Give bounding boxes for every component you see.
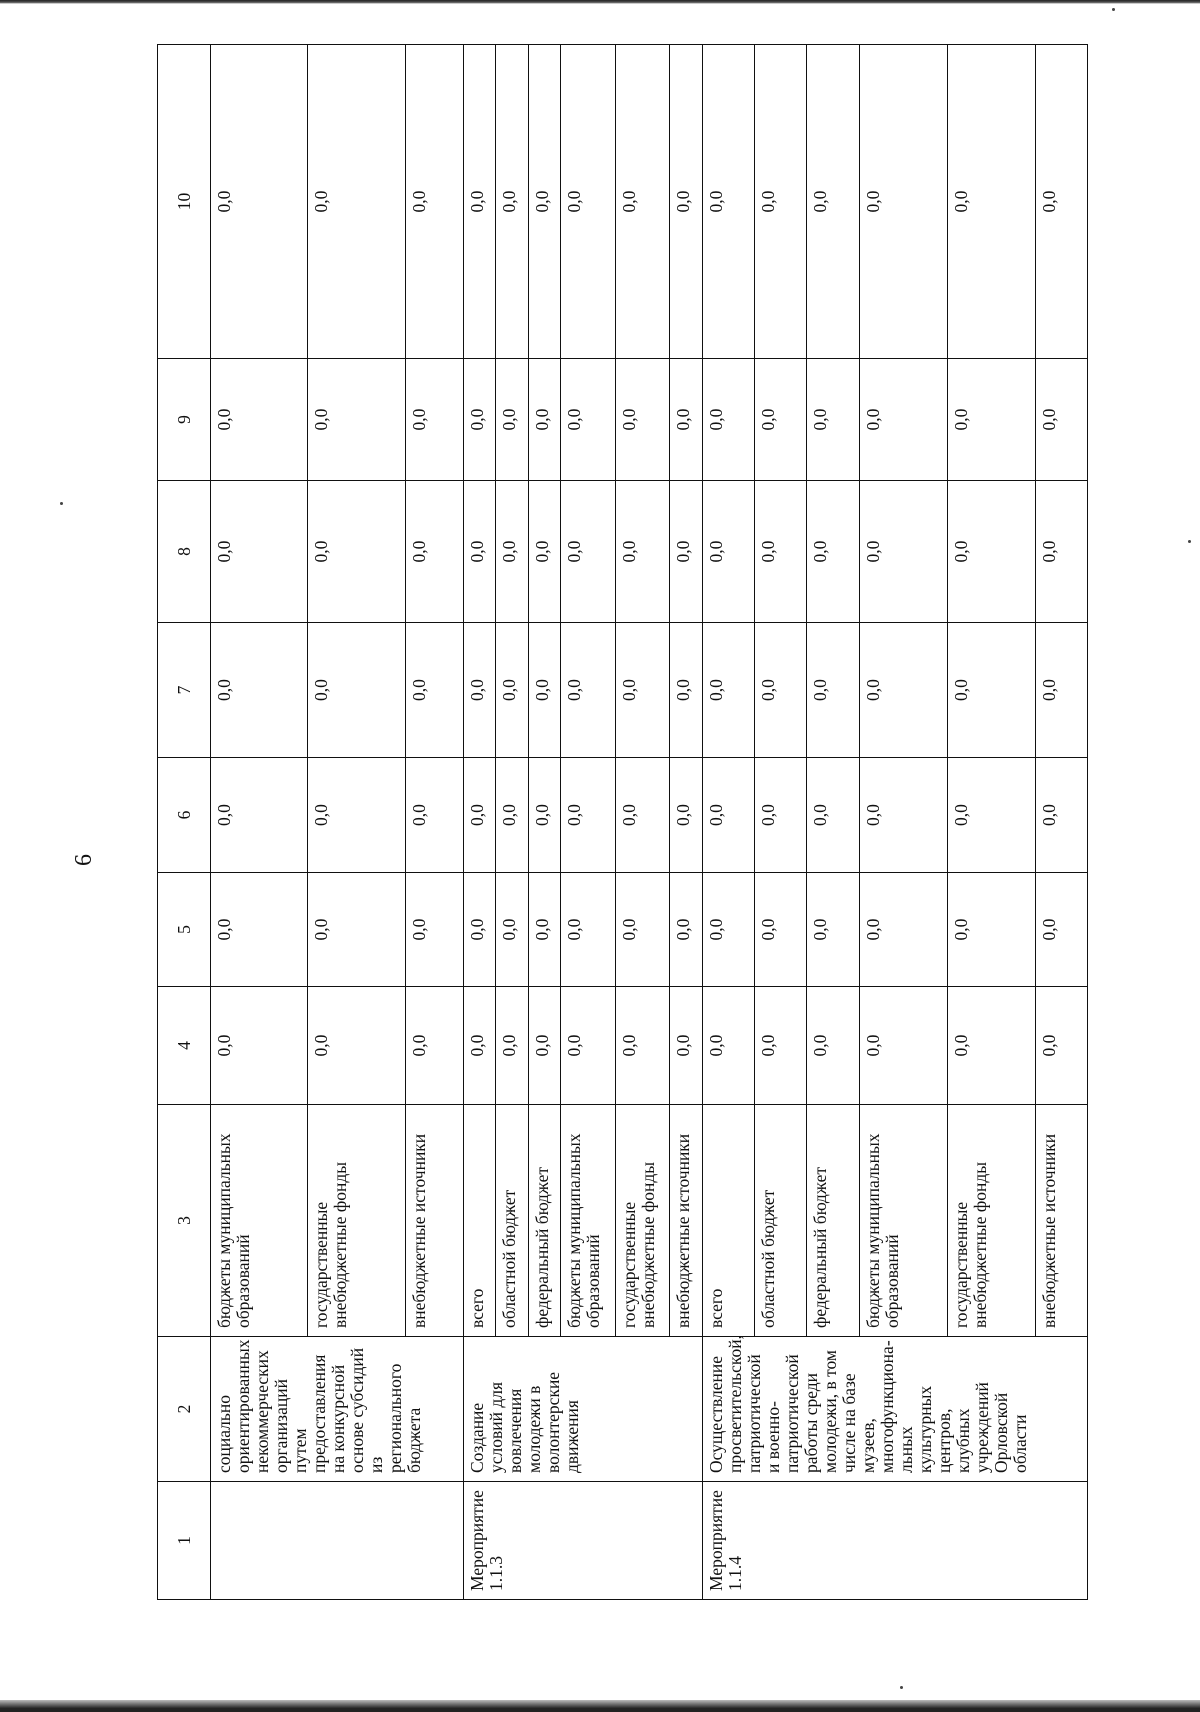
value-cell: 0,0: [308, 758, 405, 873]
value-cell: 0,0: [463, 359, 495, 481]
value-cell: 0,0: [496, 758, 528, 873]
value-cell: 0,0: [496, 873, 528, 987]
value-cell: 0,0: [755, 359, 807, 481]
column-header: 3: [158, 1105, 211, 1337]
value-cell: 0,0: [405, 873, 463, 987]
value-cell: 0,0: [561, 873, 616, 987]
value-cell: 0,0: [947, 359, 1035, 481]
value-cell: 0,0: [463, 873, 495, 987]
funding-source-cell: внебюджетные источники: [1035, 1105, 1088, 1337]
value-cell: 0,0: [670, 758, 702, 873]
value-cell: 0,0: [702, 758, 754, 873]
funding-source-cell: всего: [702, 1105, 754, 1337]
column-header: 9: [158, 359, 211, 481]
value-cell: 0,0: [496, 481, 528, 623]
value-cell: 0,0: [211, 758, 308, 873]
funding-source-cell: государственные внебюджетные фонды: [947, 1105, 1035, 1337]
value-cell: 0,0: [670, 623, 702, 758]
value-cell: 0,0: [1035, 481, 1088, 623]
column-header: 6: [158, 758, 211, 873]
value-cell: 0,0: [859, 481, 947, 623]
column-header: 10: [158, 45, 211, 359]
value-cell: 0,0: [308, 623, 405, 758]
value-cell: 0,0: [308, 873, 405, 987]
value-cell: 0,0: [528, 481, 560, 623]
value-cell: 0,0: [807, 987, 859, 1105]
value-cell: 0,0: [405, 987, 463, 1105]
table-row: [463, 45, 495, 1600]
scan-speck: [60, 502, 63, 505]
value-cell: 0,0: [615, 359, 670, 481]
budget-table: [157, 44, 1088, 1600]
value-cell: 0,0: [615, 45, 670, 359]
value-cell: 0,0: [947, 45, 1035, 359]
value-cell: 0,0: [859, 623, 947, 758]
column-header: 4: [158, 987, 211, 1105]
value-cell: 0,0: [755, 873, 807, 987]
value-cell: 0,0: [561, 45, 616, 359]
value-cell: 0,0: [615, 873, 670, 987]
value-cell: 0,0: [947, 758, 1035, 873]
value-cell: 0,0: [859, 45, 947, 359]
value-cell: 0,0: [308, 481, 405, 623]
event-description-cell: Осуществление просветительской, патриотической и военно-патриотической работы среди молодежи, в том числе на базе музеев, многофункциона-льных культурных центров, клубных учреждений Орловской области: [702, 1337, 1087, 1482]
value-cell: 0,0: [670, 987, 702, 1105]
value-cell: 0,0: [405, 359, 463, 481]
value-cell: 0,0: [702, 873, 754, 987]
value-cell: 0,0: [528, 623, 560, 758]
value-cell: 0,0: [528, 873, 560, 987]
value-cell: 0,0: [308, 359, 405, 481]
column-header: 7: [158, 623, 211, 758]
value-cell: 0,0: [807, 45, 859, 359]
value-cell: 0,0: [807, 758, 859, 873]
value-cell: 0,0: [496, 623, 528, 758]
rotated-table-wrapper: [157, 45, 1088, 1600]
value-cell: 0,0: [755, 45, 807, 359]
value-cell: 0,0: [463, 481, 495, 623]
value-cell: 0,0: [528, 758, 560, 873]
value-cell: 0,0: [859, 359, 947, 481]
table-row: [702, 45, 754, 1600]
value-cell: 0,0: [755, 987, 807, 1105]
value-cell: 0,0: [702, 45, 754, 359]
value-cell: 0,0: [702, 481, 754, 623]
value-cell: 0,0: [615, 987, 670, 1105]
value-cell: 0,0: [1035, 758, 1088, 873]
value-cell: 0,0: [859, 987, 947, 1105]
value-cell: 0,0: [1035, 987, 1088, 1105]
funding-source-cell: федеральный бюджет: [528, 1105, 560, 1337]
value-cell: 0,0: [211, 623, 308, 758]
value-cell: 0,0: [211, 873, 308, 987]
funding-source-cell: внебюджетные источники: [405, 1105, 463, 1337]
value-cell: 0,0: [561, 758, 616, 873]
funding-source-cell: внебюджетные источники: [670, 1105, 702, 1337]
funding-source-cell: федеральный бюджет: [807, 1105, 859, 1337]
event-description-cell: Создание условий для вовлечения молодежи в волонтерские движения: [463, 1337, 702, 1482]
value-cell: 0,0: [859, 758, 947, 873]
column-header: 1: [158, 1482, 211, 1600]
value-cell: 0,0: [561, 481, 616, 623]
value-cell: 0,0: [670, 481, 702, 623]
value-cell: 0,0: [496, 45, 528, 359]
funding-source-cell: государственные внебюджетные фонды: [308, 1105, 405, 1337]
value-cell: 0,0: [211, 481, 308, 623]
budget-table-body: [211, 45, 1088, 1600]
value-cell: 0,0: [702, 623, 754, 758]
value-cell: 0,0: [308, 987, 405, 1105]
value-cell: 0,0: [528, 45, 560, 359]
scan-edge-bottom: [0, 1700, 1200, 1712]
value-cell: 0,0: [807, 623, 859, 758]
value-cell: 0,0: [211, 987, 308, 1105]
value-cell: 0,0: [528, 359, 560, 481]
funding-source-cell: областной бюджет: [496, 1105, 528, 1337]
scan-edge-top: [0, 0, 1200, 4]
table-row: [211, 45, 308, 1600]
value-cell: 0,0: [463, 45, 495, 359]
funding-source-cell: всего: [463, 1105, 495, 1337]
value-cell: 0,0: [211, 359, 308, 481]
value-cell: 0,0: [807, 873, 859, 987]
value-cell: 0,0: [615, 481, 670, 623]
column-header: 8: [158, 481, 211, 623]
value-cell: 0,0: [702, 359, 754, 481]
value-cell: 0,0: [1035, 359, 1088, 481]
value-cell: 0,0: [947, 987, 1035, 1105]
value-cell: 0,0: [947, 623, 1035, 758]
value-cell: 0,0: [859, 873, 947, 987]
value-cell: 0,0: [211, 45, 308, 359]
value-cell: 0,0: [947, 481, 1035, 623]
value-cell: 0,0: [1035, 45, 1088, 359]
value-cell: 0,0: [463, 987, 495, 1105]
scan-speck: [1188, 540, 1191, 543]
value-cell: 0,0: [947, 873, 1035, 987]
scan-speck: [900, 1686, 903, 1689]
value-cell: 0,0: [405, 758, 463, 873]
funding-source-cell: бюджеты муниципальных образований: [561, 1105, 616, 1337]
value-cell: 0,0: [561, 359, 616, 481]
column-header: 2: [158, 1337, 211, 1482]
value-cell: 0,0: [463, 623, 495, 758]
value-cell: 0,0: [755, 481, 807, 623]
value-cell: 0,0: [755, 758, 807, 873]
value-cell: 0,0: [308, 45, 405, 359]
value-cell: 0,0: [670, 359, 702, 481]
value-cell: 0,0: [807, 481, 859, 623]
funding-source-cell: государственные внебюджетные фонды: [615, 1105, 670, 1337]
value-cell: 0,0: [670, 873, 702, 987]
value-cell: 0,0: [528, 987, 560, 1105]
column-header: 5: [158, 873, 211, 987]
value-cell: 0,0: [463, 758, 495, 873]
value-cell: 0,0: [405, 623, 463, 758]
value-cell: 0,0: [615, 758, 670, 873]
value-cell: 0,0: [755, 623, 807, 758]
event-cell: Мероприятие 1.1.4: [702, 1482, 1087, 1600]
event-cell: [211, 1482, 464, 1600]
value-cell: 0,0: [561, 623, 616, 758]
header-row: [158, 45, 211, 1600]
scan-speck: [1112, 8, 1115, 11]
value-cell: 0,0: [405, 45, 463, 359]
value-cell: 0,0: [496, 987, 528, 1105]
value-cell: 0,0: [670, 45, 702, 359]
value-cell: 0,0: [615, 623, 670, 758]
value-cell: 0,0: [807, 359, 859, 481]
value-cell: 0,0: [1035, 623, 1088, 758]
value-cell: 0,0: [496, 359, 528, 481]
value-cell: 0,0: [405, 481, 463, 623]
page-number: 6: [71, 854, 97, 866]
funding-source-cell: областной бюджет: [755, 1105, 807, 1337]
value-cell: 0,0: [1035, 873, 1088, 987]
value-cell: 0,0: [561, 987, 616, 1105]
value-cell: 0,0: [702, 987, 754, 1105]
funding-source-cell: бюджеты муниципальных образований: [211, 1105, 308, 1337]
funding-source-cell: бюджеты муниципальных образований: [859, 1105, 947, 1337]
event-cell: Мероприятие 1.1.3: [463, 1482, 702, 1600]
event-description-cell: социально ориентированных некоммерческих организаций путем предоставления на конкурсной основе субсидий из регионального бюджета: [211, 1337, 464, 1482]
